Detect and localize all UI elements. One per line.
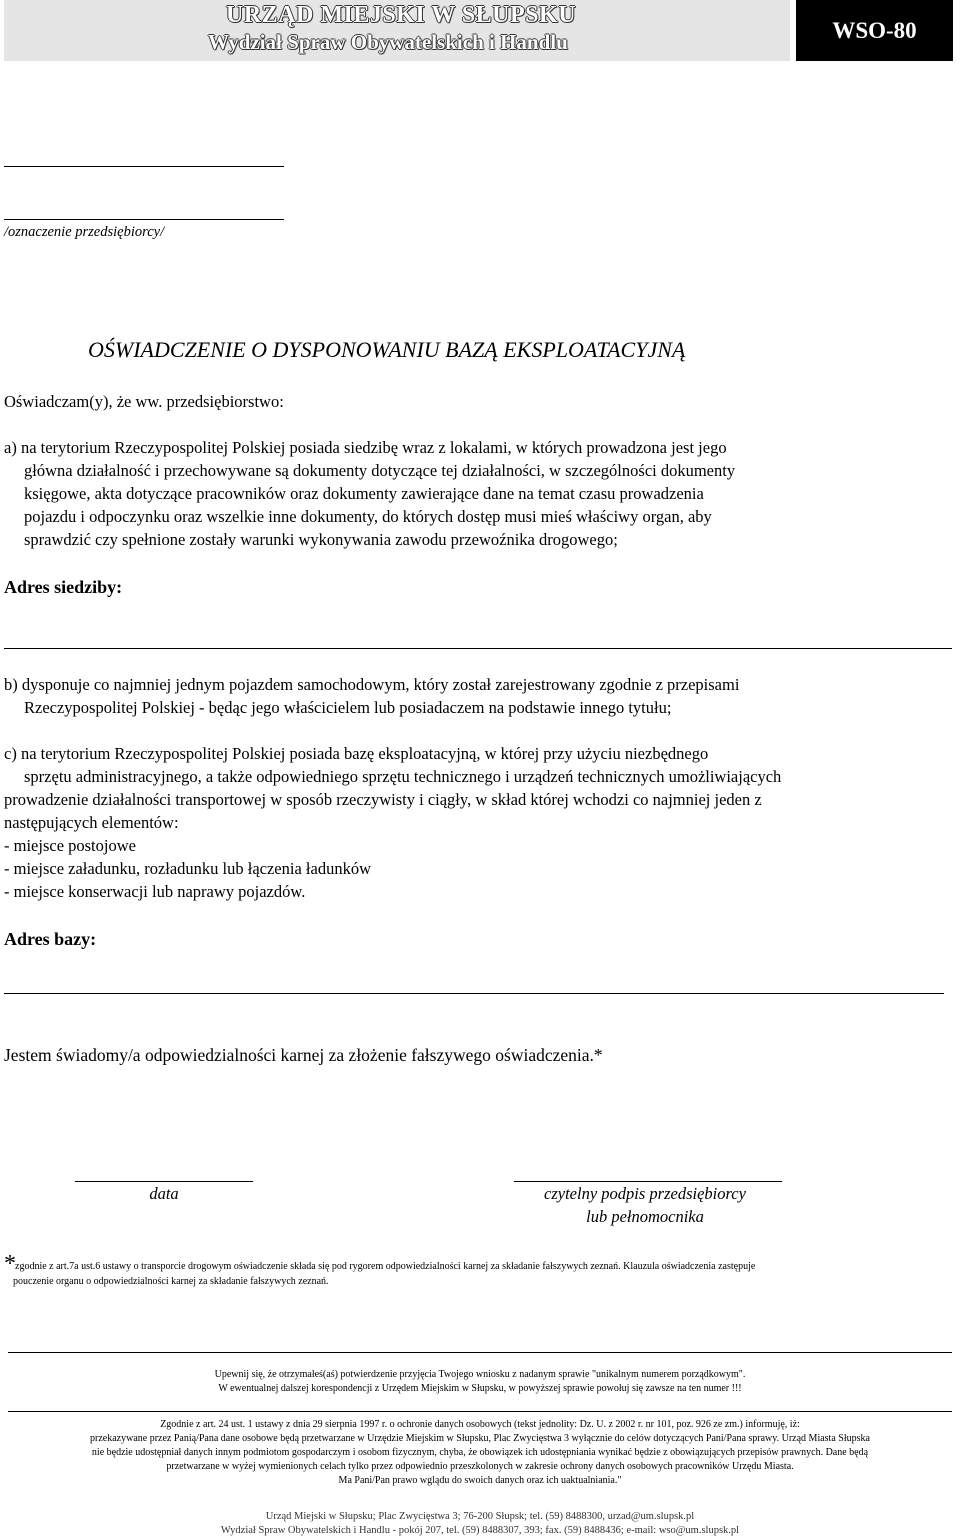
- liability-statement: Jestem świadomy/a odpowiedzialności karnej za złożenie fałszywego oświadczenia.*: [4, 1045, 603, 1065]
- section-c-item: - miejsce załadunku, rozładunku lub łączenia ładunków: [4, 859, 371, 878]
- data-protection-line: przekazywane przez Panią/Pana dane osobowe będą przetwarzane w Urzędzie Miejskim w Słupsku, Plac Zwycięstwa 3 wyłącznie do celów dotyczących Pani/Pana sprawy. Urząd Miasta Słupska: [90, 1433, 870, 1444]
- data-protection-line: Ma Pani/Pan prawo wglądu do swoich danych oraz ich uaktualniania.": [338, 1475, 622, 1486]
- department-name: Wydział Spraw Obywatelskich i Handlu: [208, 30, 568, 54]
- date-line[interactable]: [75, 1181, 253, 1182]
- section-b-line: b) dysponuje co najmniej jednym pojazdem samochodowym, który został zarejestrowany zgodnie z przepisami: [4, 675, 740, 694]
- seat-address-line[interactable]: [4, 648, 952, 649]
- section-a-line: sprawdzić czy spełnione zostały warunki wykonywania zawodu przewoźnika drogowego;: [24, 530, 618, 549]
- section-b-line: Rzeczypospolitej Polskiej - będąc jego właścicielem lub posiadaczem na podstawie innego tytułu;: [24, 698, 672, 717]
- contact-line: Wydział Spraw Obywatelskich i Handlu - pokój 207, tel. (59) 8488307, 393; fax. (59) 8488436; e-mail: wso@um.slupsk.pl: [220, 1525, 740, 1536]
- section-c-item: - miejsce konserwacji lub naprawy pojazdów.: [4, 882, 306, 901]
- divider: [8, 1411, 952, 1412]
- entrepreneur-label: /oznaczenie przedsiębiorcy/: [4, 224, 165, 240]
- entrepreneur-line-1[interactable]: [4, 166, 284, 167]
- date-label: data: [149, 1184, 179, 1203]
- signature-line[interactable]: [514, 1181, 782, 1182]
- section-c-line: następujących elementów:: [4, 813, 179, 832]
- footnote-line: pouczenie organu o odpowiedzialności karnej za składanie fałszywych zeznań.: [13, 1276, 329, 1287]
- data-protection-line: nie będzie udostępniał danych innym podmiotom gospodarczym i osobom fizycznym, chyba, że obowiązek ich udostępniania wynikać będzie z obowiązujących przepisów prawnych. Dane będą: [91, 1447, 869, 1458]
- form-code-badge: WSO-80: [796, 0, 953, 61]
- signature-label: czytelny podpis przedsiębiorcy: [544, 1184, 746, 1203]
- data-protection-line: przetwarzane w wyżej wymienionych celach tylko przez odpowiednio przeszkolonych w zakresie ochrony danych osobowych pracowników Urzędu Miasta.: [166, 1461, 794, 1472]
- data-protection-line: Zgodnie z art. 24 ust. 1 ustawy z dnia 29 sierpnia 1997 r. o ochronie danych osobowych (tekst jednolity: Dz. U. z 2002 r. nr 101, poz. 926 ze zm.) informuję, iż:: [160, 1419, 800, 1430]
- section-c-line: prowadzenie działalności transportowej w sposób rzeczywisty i ciągły, w skład której wchodzi co najmniej jeden z: [4, 790, 762, 809]
- section-c-line: c) na terytorium Rzeczypospolitej Polskiej posiada bazę eksploatacyjną, w której przy użyciu niezbędnego: [4, 744, 709, 763]
- office-name: URZĄD MIEJSKI W SŁUPSKU: [226, 2, 577, 28]
- divider: [8, 1352, 952, 1353]
- base-address-label: Adres bazy:: [4, 929, 97, 949]
- footnote-line: zgodnie z art.7a ust.6 ustawy o transporcie drogowym oświadczenie składa się pod rygorem odpowiedzialności karnej za składanie fałszywych zeznań. Klauzula oświadczenia zastępuje: [15, 1261, 756, 1272]
- section-a-line: pojazdu i odpoczynku oraz wszelkie inne dokumenty, do których dostęp musi mieś właściwy organ, aby: [24, 507, 712, 526]
- intro-text: Oświadczam(y), że ww. przedsiębiorstwo:: [4, 392, 284, 411]
- seat-address-label: Adres siedziby:: [4, 577, 123, 597]
- base-address-line[interactable]: [4, 993, 944, 994]
- notice-line: W ewentualnej dalszej korespondencji z Urzędem Miejskim w Słupsku, w powyższej sprawie powołuj się zawsze na ten numer !!!: [218, 1383, 742, 1394]
- section-a-line: a) na terytorium Rzeczypospolitej Polskiej posiada siedzibę wraz z lokalami, w których prowadzona jest jego: [4, 438, 727, 457]
- notice-line: Upewnij się, że otrzymałeś(aś) potwierdzenie przyjęcia Twojego wniosku z nadanym sprawie "unikalnym numerem porządkowym".: [214, 1369, 746, 1380]
- footnote-star: *: [4, 1251, 16, 1277]
- section-c-item: - miejsce postojowe: [4, 836, 136, 855]
- header-banner: [4, 0, 790, 61]
- entrepreneur-line-2[interactable]: [4, 219, 284, 220]
- contact-line: Urząd Miejski w Słupsku; Plac Zwycięstwa 3; 76-200 Słupsk; tel. (59) 8488300, urzad@um.slupsk.pl: [265, 1511, 695, 1522]
- section-a-line: księgowe, akta dotyczące pracowników oraz dokumenty zawierające dane na temat czasu prowadzenia: [24, 484, 704, 503]
- document-title: OŚWIADCZENIE O DYSPONOWANIU BAZĄ EKSPLOATACYJNĄ: [88, 337, 686, 362]
- section-a-line: główna działalność i przechowywane są dokumenty dotyczące tej działalności, w szczególności dokumenty: [24, 461, 736, 480]
- signature-label-2: lub pełnomocnika: [586, 1207, 704, 1226]
- section-c-line: sprzętu administracyjnego, a także odpowiedniego sprzętu technicznego i urządzeń technicznych umożliwiających: [24, 767, 782, 786]
